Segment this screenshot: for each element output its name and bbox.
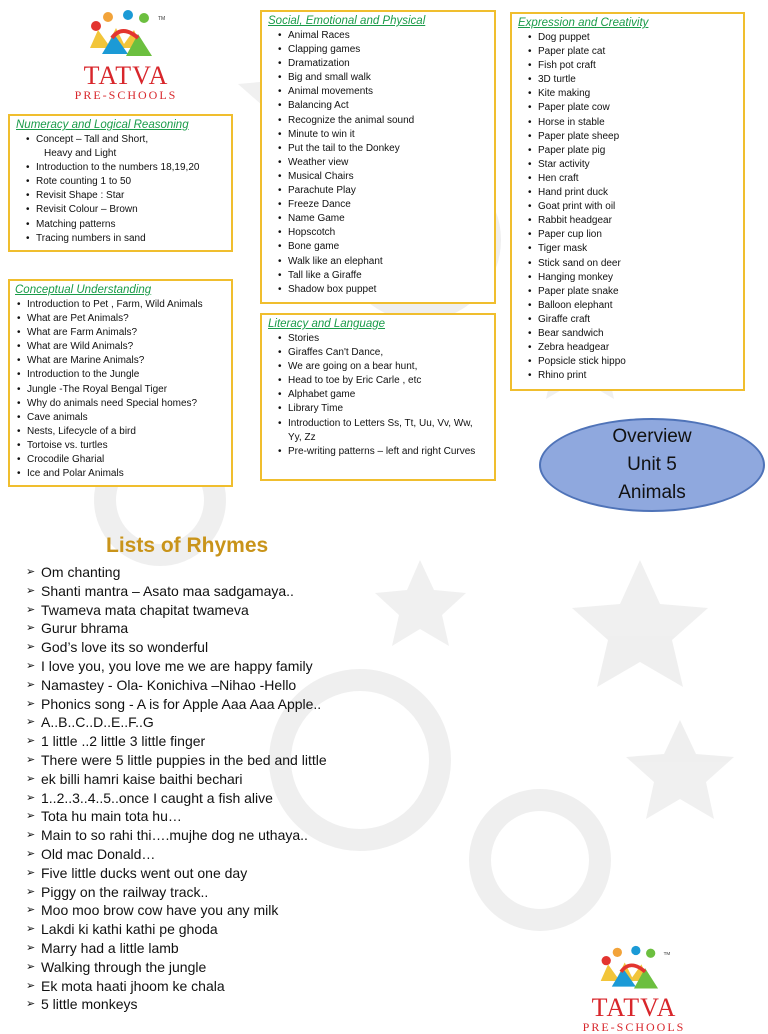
list-item: • Rote counting 1 to 50 [26, 175, 225, 189]
list-item: • Alphabet game [278, 388, 488, 402]
list-item: • Tiger mask [528, 242, 737, 256]
overview-badge [539, 418, 765, 512]
list-item: • Paper plate cow [528, 101, 737, 115]
list-item: • Stick sand on deer [528, 257, 737, 271]
list-item: • What are Marine Animals? [17, 354, 225, 368]
trademark: TM [663, 951, 671, 957]
list-item: • Balancing Act [278, 99, 488, 113]
list-item: • Stories [278, 332, 488, 346]
list-item: • Paper cup lion [528, 228, 737, 242]
list-item: • Matching patterns [26, 218, 225, 232]
list-item: ➢ Walking through the jungle [26, 958, 327, 977]
list-item: ➢ Lakdi ki kathi kathi pe ghoda [26, 920, 327, 939]
list-item: • Library Time [278, 402, 488, 416]
overview-line: Animals [618, 482, 686, 503]
list-item: • Star activity [528, 158, 737, 172]
list-item: ➢ 5 little monkeys [26, 995, 327, 1014]
logo-bottom [548, 944, 720, 1034]
list-item: • Tortoise vs. turtles [17, 439, 225, 453]
list-item: • Walk like an elephant [278, 255, 488, 269]
list-item: • Nests, Lifecycle of a bird [17, 425, 225, 439]
list-item: • Giraffes Can't Dance, [278, 346, 488, 360]
section-numeracy [8, 114, 233, 252]
brand-name: TATVA [83, 61, 169, 90]
list-item: ➢ Marry had a little lamb [26, 939, 327, 958]
list-item: • Head to toe by Eric Carle , etc [278, 374, 488, 388]
list-item: • Clapping games [278, 43, 488, 57]
list-item: • Revisit Colour – Brown [26, 203, 225, 217]
list-item: • Name Game [278, 212, 488, 226]
list-item: ➢ Main to so rahi thi….mujhe dog ne uthaya.. [26, 826, 327, 845]
list-item: • Bear sandwich [528, 327, 737, 341]
section-conceptual [8, 279, 233, 487]
list-item: ➢ Piggy on the railway track.. [26, 883, 327, 902]
list-item: • Minute to win it [278, 128, 488, 142]
list-item: • Giraffe craft [528, 313, 737, 327]
trademark: TM [158, 16, 166, 22]
list-item: ➢ 1..2..3..4..5..once I caught a fish alive [26, 789, 327, 808]
list-item: • What are Farm Animals? [17, 326, 225, 340]
list-item: ➢ I love you, you love me we are happy family [26, 657, 327, 676]
list-item: • Zebra headgear [528, 341, 737, 355]
list-item: ➢ Shanti mantra – Asato maa sadgamaya.. [26, 582, 327, 601]
list-item: • Freeze Dance [278, 198, 488, 212]
list-item: ➢ Namastey - Ola- Konichiva –Nihao -Hello [26, 676, 327, 695]
list-item: • 3D turtle [528, 73, 737, 87]
list-item: • Fish pot craft [528, 59, 737, 73]
list-item: • Put the tail to the Donkey [278, 142, 488, 156]
list-item: ➢ Om chanting [26, 563, 327, 582]
list-item: • Hand print duck [528, 186, 737, 200]
brand-tagline: PRE-SCHOOLS [74, 88, 178, 102]
list-item: • Hanging monkey [528, 271, 737, 285]
section-title: Expression and Creativity [518, 17, 649, 29]
list-item: • Balloon elephant [528, 299, 737, 313]
list-item: • Bone game [278, 240, 488, 254]
list-item: • Animal movements [278, 85, 488, 99]
list-item: ➢ Twameva mata chapitat twameva [26, 601, 327, 620]
list-item: • What are Pet Animals? [17, 312, 225, 326]
list-item: • Rhino print [528, 369, 737, 383]
rhymes-list [26, 563, 327, 1014]
list-item: • Why do animals need Special homes? [17, 397, 225, 411]
list-item: • Paper plate snake [528, 285, 737, 299]
list-item: ➢ A..B..C..D..E..F..G [26, 713, 327, 732]
list-item: ➢ Gurur bhrama [26, 619, 327, 638]
list-item: ➢ Tota hu main tota hu… [26, 807, 327, 826]
brand-name: TATVA [591, 993, 677, 1022]
logo-top [40, 8, 212, 102]
list-item: • Rabbit headgear [528, 214, 737, 228]
list-item: • Cave animals [17, 411, 225, 425]
list-item: • What are Wild Animals? [17, 340, 225, 354]
list-item: • Jungle -The Royal Bengal Tiger [17, 383, 225, 397]
list-item: • Horse in stable [528, 116, 737, 130]
list-item: • Crocodile Gharial [17, 453, 225, 467]
overview-line: Overview [612, 426, 692, 447]
list-item: ➢ ek billi hamri kaise baithi bechari [26, 770, 327, 789]
list-item: ➢ Ek mota haati jhoom ke chala [26, 977, 327, 996]
section-title: Numeracy and Logical Reasoning [16, 119, 189, 131]
list-item: • We are going on a bear hunt, [278, 360, 488, 374]
section-title: Conceptual Understanding [15, 284, 152, 296]
list-item-continuation: Heavy and Light [44, 148, 117, 160]
list-item: • Tracing numbers in sand [26, 232, 225, 246]
list-item: • Introduction to the Jungle [17, 368, 225, 382]
list-item: • Animal Races [278, 29, 488, 43]
list-item: • Kite making [528, 87, 737, 101]
list-item: • Hopscotch [278, 226, 488, 240]
social-list [268, 29, 488, 297]
list-item: • Introduction to Pet , Farm, Wild Animals [17, 298, 225, 312]
list-item: • Hen craft [528, 172, 737, 186]
list-item: • Introduction to the numbers 18,19,20 [26, 161, 225, 175]
list-item: • Tall like a Giraffe [278, 269, 488, 283]
list-item: • Dramatization [278, 57, 488, 71]
conceptual-list [15, 298, 225, 481]
list-item: • Concept – Tall and Short, Heavy and Light [26, 133, 225, 161]
section-literacy [260, 313, 496, 481]
list-item: • Big and small walk [278, 71, 488, 85]
list-item: • Introduction to Letters Ss, Tt, Uu, Vv, Ww, Yy, Zz [278, 417, 488, 445]
list-item: • Paper plate pig [528, 144, 737, 158]
expression-list [518, 31, 737, 383]
list-item: • Shadow box puppet [278, 283, 488, 297]
list-item: • Ice and Polar Animals [17, 467, 225, 481]
list-item: • Pre-writing patterns – left and right Curves [278, 445, 488, 459]
list-item: • Recognize the animal sound [278, 114, 488, 128]
list-item: • Goat print with oil [528, 200, 737, 214]
kids-logo-icon [548, 944, 720, 994]
list-item: • Parachute Play [278, 184, 488, 198]
overview-line: Unit 5 [627, 454, 677, 475]
kids-logo-icon [40, 8, 212, 62]
list-item: ➢ Moo moo brow cow have you any milk [26, 901, 327, 920]
section-title: Social, Emotional and Physical [268, 15, 426, 27]
brand-tagline: PRE-SCHOOLS [582, 1020, 686, 1034]
rhymes-title: Lists of Rhymes [106, 534, 269, 557]
section-title: Literacy and Language [268, 318, 386, 330]
list-item: • Weather view [278, 156, 488, 170]
list-item: • Paper plate cat [528, 45, 737, 59]
list-item: ➢ Five little ducks went out one day [26, 864, 327, 883]
list-item: • Musical Chairs [278, 170, 488, 184]
list-item: • Revisit Shape : Star [26, 189, 225, 203]
list-item: • Dog puppet [528, 31, 737, 45]
list-item: ➢ There were 5 little puppies in the bed and little [26, 751, 327, 770]
section-social [260, 10, 496, 304]
literacy-list [268, 332, 488, 459]
section-expression [510, 12, 745, 391]
list-item: • Paper plate sheep [528, 130, 737, 144]
numeracy-list [16, 133, 225, 246]
list-item: ➢ God’s love its so wonderful [26, 638, 327, 657]
list-item: • Popsicle stick hippo [528, 355, 737, 369]
list-item: ➢ Old mac Donald… [26, 845, 327, 864]
list-item: ➢ 1 little ..2 little 3 little finger [26, 732, 327, 751]
list-item: ➢ Phonics song - A is for Apple Aaa Aaa Apple.. [26, 695, 327, 714]
